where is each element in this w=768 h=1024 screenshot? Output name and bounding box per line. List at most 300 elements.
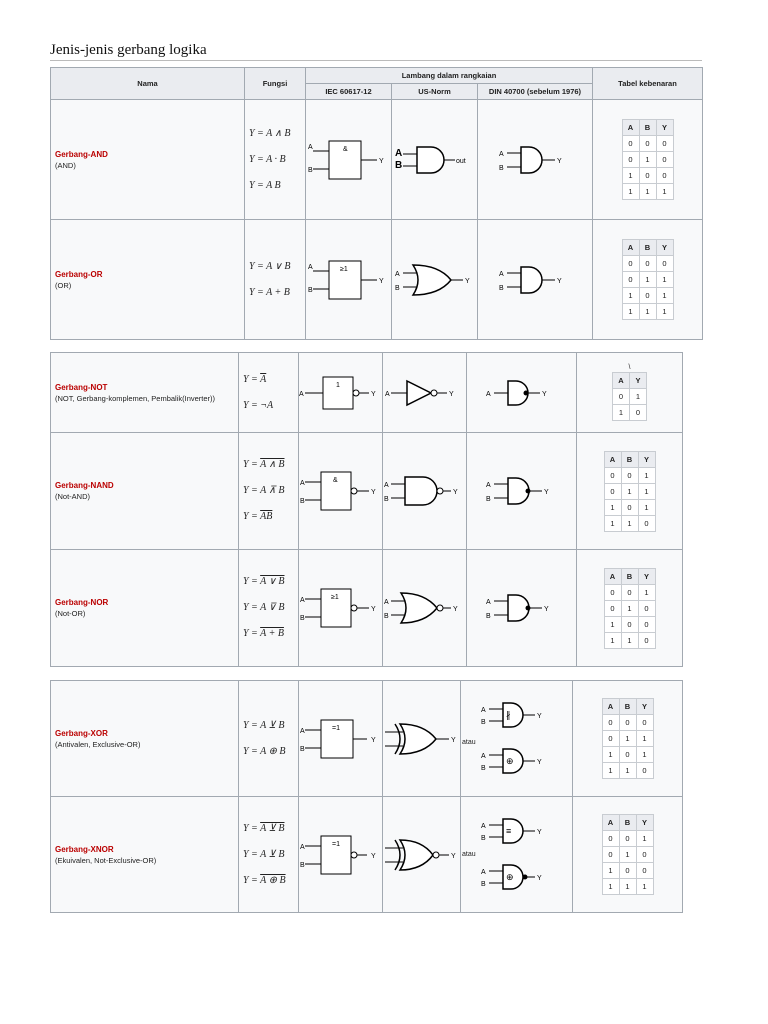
svg-text:A: A	[384, 599, 389, 606]
truth-table-cell	[593, 220, 703, 340]
truth-table-cell-value: 1	[656, 304, 673, 320]
truth-table-header-row	[613, 373, 647, 389]
iec-symbol-cell	[306, 100, 392, 220]
svg-text:Y: Y	[451, 852, 456, 860]
svg-text:Y: Y	[453, 489, 458, 496]
formula: Y = A + B	[249, 286, 290, 298]
not-gate-iec-icon	[299, 373, 383, 413]
truth-table-cell-value: 1	[602, 879, 619, 895]
truth-table-cell-value: 1	[621, 632, 638, 648]
svg-text:Y: Y	[371, 489, 376, 496]
truth-table-header: A	[602, 699, 619, 715]
truth-table-cell-value: 1	[621, 483, 638, 499]
truth-table-cell-value: 0	[636, 847, 653, 863]
svg-text:Y: Y	[557, 277, 562, 285]
formula: Y = ¬A	[243, 399, 274, 411]
gate-alias: (Ekuivalen, Not-Exclusive-OR)	[55, 855, 157, 865]
truth-table-cell-value: 1	[621, 600, 638, 616]
truth-table-cell-value: 1	[656, 184, 673, 200]
truth-table-header-row	[602, 699, 653, 715]
svg-text:Y: Y	[371, 606, 376, 613]
us-symbol-cell	[383, 550, 467, 667]
us-symbol-cell	[383, 353, 467, 433]
svg-text:⊕: ⊕	[505, 755, 514, 766]
gate-formulas	[245, 100, 306, 220]
truth-table-cell-value: 1	[622, 168, 639, 184]
gate-alias: (Antivalen, Exclusive-OR)	[55, 739, 141, 749]
din-symbol-cell	[461, 797, 573, 913]
truth-table-cell-value: 0	[638, 632, 655, 648]
gate-name-cell	[51, 681, 239, 797]
truth-table-header: B	[639, 120, 656, 136]
truth-table-cell-value: 1	[656, 288, 673, 304]
truth-table-cell-value: 0	[639, 256, 656, 272]
truth-table-cell-value: 0	[602, 847, 619, 863]
truth-table-cell-value: 1	[638, 499, 655, 515]
truth-table-row	[602, 747, 653, 763]
truth-table-header: Y	[638, 568, 655, 584]
truth-table-row	[602, 731, 653, 747]
gate-name-cell	[51, 550, 239, 667]
truth-table-cell	[593, 100, 703, 220]
gate-name-cell	[51, 797, 239, 913]
svg-text:Y: Y	[536, 712, 542, 720]
svg-text:&: &	[342, 145, 348, 153]
svg-text:Y: Y	[464, 277, 470, 285]
svg-text:=1: =1	[332, 724, 340, 732]
nor-gate-us-icon	[383, 583, 467, 633]
gate-formulas	[239, 550, 299, 667]
nand-gate-iec-icon	[299, 466, 383, 516]
gate-name[interactable]: Gerbang-XNOR	[55, 844, 114, 854]
svg-text:A: A	[485, 599, 491, 606]
svg-text:B: B	[300, 498, 305, 505]
truth-table-header: B	[639, 240, 656, 256]
truth-table-header: A	[622, 240, 639, 256]
gate-formulas	[239, 353, 299, 433]
truth-table-row	[602, 763, 653, 779]
formula: Y = A ⊕ B	[243, 874, 286, 886]
truth-table-row	[622, 256, 673, 272]
svg-text:A: A	[485, 390, 491, 398]
truth-table-cell-value: 1	[639, 152, 656, 168]
truth-table-header: B	[619, 699, 636, 715]
svg-text:A: A	[300, 480, 305, 487]
truth-table-cell-value: 1	[602, 763, 619, 779]
gate-name[interactable]: Gerbang-NOR	[55, 598, 109, 607]
svg-text:Y: Y	[536, 758, 542, 766]
truth-table-header-row	[602, 815, 653, 831]
truth-table-row	[604, 515, 655, 531]
formula: Y = A · B	[249, 153, 286, 165]
truth-table-cell-value: 1	[622, 184, 639, 200]
truth-table-cell-value: 0	[639, 168, 656, 184]
header-tabel: Tabel kebenaran	[593, 68, 703, 100]
din-symbol-cell	[467, 550, 577, 667]
truth-table-row	[604, 584, 655, 600]
svg-text:B: B	[485, 613, 491, 620]
truth-table	[612, 372, 647, 421]
header-fungsi: Fungsi	[245, 68, 306, 100]
header-din: DIN 40700 (sebelum 1976)	[478, 84, 593, 100]
truth-table-cell-value: 0	[622, 136, 639, 152]
truth-table-row	[604, 616, 655, 632]
truth-table-cell-value: 1	[638, 467, 655, 483]
svg-text:B: B	[480, 718, 486, 726]
svg-text:A: A	[394, 147, 402, 159]
truth-table-cell-value: 0	[638, 600, 655, 616]
truth-table-cell-value: 1	[622, 288, 639, 304]
din-symbol-cell	[478, 100, 593, 220]
truth-table	[622, 119, 674, 200]
gate-row-nand	[51, 433, 683, 550]
truth-table-cell	[573, 681, 683, 797]
gate-name-cell	[51, 220, 245, 340]
svg-text:∦: ∦	[505, 709, 510, 720]
svg-text:A: A	[307, 263, 313, 271]
svg-text:≥1: ≥1	[339, 265, 348, 273]
xor-gate-us-icon	[383, 714, 461, 764]
not-gate-din-icon	[480, 373, 564, 413]
svg-text:B: B	[307, 166, 313, 174]
truth-table-cell-value: 1	[619, 731, 636, 747]
truth-table-cell	[573, 797, 683, 913]
truth-table-cell-value: 1	[604, 616, 621, 632]
truth-table-cell-value: 0	[621, 616, 638, 632]
gate-name-cell	[51, 100, 245, 220]
svg-text:B: B	[300, 861, 305, 869]
svg-text:&: &	[333, 477, 338, 484]
formula: Y = A ⊻ B	[243, 719, 285, 731]
gate-name[interactable]: Gerbang-XOR	[55, 728, 108, 738]
formula: Y = A ∧ B	[249, 127, 291, 139]
truth-table-cell-value: 1	[636, 831, 653, 847]
svg-text:Y: Y	[371, 852, 376, 860]
formula: Y = A ⊽ B	[243, 602, 285, 613]
truth-table-cell-value: 0	[621, 499, 638, 515]
formula: Y = A ⊕ B	[243, 745, 286, 757]
formula: Y = A ∧ B	[243, 459, 285, 470]
gate-name[interactable]: Gerbang-NOT	[55, 382, 108, 392]
formula: Y = A ⊻ B	[243, 848, 285, 860]
svg-text:A: A	[480, 752, 486, 760]
gate-row-xnor	[51, 797, 683, 913]
truth-table-cell-value: 1	[638, 483, 655, 499]
gate-alias: (Not-OR)	[55, 609, 86, 618]
svg-text:A: A	[394, 270, 400, 278]
svg-text:B: B	[480, 834, 486, 842]
svg-text:B: B	[307, 286, 313, 294]
truth-table-row	[622, 168, 673, 184]
din-symbol-cell	[461, 681, 573, 797]
xor-gate-din-icon	[475, 691, 559, 787]
truth-table-header: Y	[656, 120, 673, 136]
din-symbol-cell	[478, 220, 593, 340]
svg-text:Y: Y	[451, 736, 456, 744]
svg-text:A: A	[384, 482, 389, 489]
gate-formulas	[239, 681, 299, 797]
formula: $Y = \overline{AB}$	[243, 511, 273, 522]
truth-table-cell-value: 0	[622, 256, 639, 272]
iec-symbol-cell	[299, 433, 383, 550]
svg-text:B: B	[394, 284, 400, 292]
truth-table-cell-value: 0	[621, 584, 638, 600]
truth-table-cell-value: 0	[602, 731, 619, 747]
truth-table-cell-value: 0	[619, 715, 636, 731]
gate-formulas	[239, 433, 299, 550]
or-gate-din-icon	[493, 255, 577, 305]
truth-table-cell-value: 0	[622, 272, 639, 288]
table-mark: \	[628, 364, 631, 371]
gate-formulas	[239, 797, 299, 913]
truth-table-header: B	[619, 815, 636, 831]
svg-text:A: A	[485, 482, 491, 489]
and-gate-din-icon	[493, 135, 577, 185]
truth-table-cell-value: 0	[636, 763, 653, 779]
svg-text:B: B	[300, 745, 305, 753]
truth-table-cell-value: 0	[656, 152, 673, 168]
truth-table	[604, 451, 656, 532]
formula: Y = A ∨ B	[249, 260, 291, 272]
gates-table-2	[50, 352, 683, 667]
truth-table-cell-value: 0	[619, 863, 636, 879]
truth-table-cell	[577, 433, 683, 550]
truth-table-cell-value: 1	[619, 879, 636, 895]
truth-table-cell-value: 1	[639, 272, 656, 288]
truth-table-cell-value: 0	[656, 136, 673, 152]
svg-text:B: B	[394, 159, 402, 171]
svg-text:A: A	[480, 868, 486, 876]
truth-table-cell-value: 1	[636, 879, 653, 895]
svg-text:B: B	[485, 496, 491, 503]
truth-table-cell	[577, 353, 683, 433]
gate-alias: (NOT, Gerbang-komplemen, Pembalik(Inverter))	[55, 393, 216, 403]
or-gate-us-icon	[393, 255, 477, 305]
or-gate-iec-icon	[307, 255, 391, 305]
truth-table-cell-value: 1	[656, 272, 673, 288]
truth-table-row	[604, 499, 655, 515]
svg-text:Y: Y	[378, 277, 384, 285]
header-us: US-Norm	[392, 84, 478, 100]
gate-alias: (Not-AND)	[55, 492, 90, 501]
truth-table-row	[622, 272, 673, 288]
truth-table-row	[613, 405, 647, 421]
truth-table-row	[622, 288, 673, 304]
not-gate-us-icon	[383, 373, 467, 413]
atau-label: atau	[462, 851, 476, 858]
truth-table-row	[604, 600, 655, 616]
truth-table-header: A	[604, 568, 621, 584]
gate-name[interactable]: Gerbang-AND	[55, 149, 108, 159]
svg-text:Y: Y	[536, 874, 542, 882]
svg-text:B: B	[499, 164, 504, 172]
svg-text:Y: Y	[449, 390, 454, 398]
nor-gate-iec-icon	[299, 583, 383, 633]
svg-text:Y: Y	[371, 390, 376, 398]
gate-row-nor	[51, 550, 683, 667]
truth-table-cell-value: 0	[619, 831, 636, 847]
formula: Y = A + B	[243, 628, 284, 639]
truth-table-cell-value: 1	[619, 763, 636, 779]
truth-table-header: A	[613, 373, 630, 389]
nand-gate-din-icon	[480, 466, 564, 516]
truth-table-cell-value: 1	[639, 184, 656, 200]
truth-table-row	[613, 389, 647, 405]
iec-symbol-cell	[299, 797, 383, 913]
truth-table	[622, 239, 674, 320]
truth-table-row	[622, 152, 673, 168]
gate-formulas	[245, 220, 306, 340]
svg-text:A: A	[385, 390, 390, 398]
iec-symbol-cell	[299, 681, 383, 797]
nand-gate-us-icon	[383, 466, 467, 516]
truth-table-cell-value: 1	[602, 747, 619, 763]
svg-text:Y: Y	[453, 606, 458, 613]
truth-table	[602, 698, 654, 779]
truth-table-header: Y	[638, 451, 655, 467]
truth-table-header: Y	[630, 373, 647, 389]
truth-table-cell-value: 0	[638, 515, 655, 531]
truth-table-row	[622, 136, 673, 152]
svg-text:A: A	[480, 822, 486, 830]
gates-table-1	[50, 67, 703, 340]
svg-text:B: B	[384, 613, 389, 620]
truth-table-row	[604, 632, 655, 648]
formula: Y = A ⊻ B	[243, 822, 285, 834]
truth-table-row	[602, 847, 653, 863]
truth-table-cell-value: 1	[636, 731, 653, 747]
truth-table-cell-value: 0	[602, 831, 619, 847]
gate-name-cell	[51, 433, 239, 550]
truth-table-cell-value: 0	[656, 168, 673, 184]
truth-table-row	[602, 715, 653, 731]
truth-table-cell-value: 0	[622, 152, 639, 168]
svg-text:Y: Y	[371, 736, 376, 744]
truth-table-cell-value: 1	[604, 499, 621, 515]
title-divider	[50, 60, 702, 61]
svg-text:out: out	[455, 157, 466, 165]
truth-table-cell-value: 0	[619, 747, 636, 763]
truth-table-header-row	[622, 240, 673, 256]
truth-table-cell-value: 0	[602, 715, 619, 731]
header-lambang: Lambang dalam rangkaian	[306, 68, 593, 84]
truth-table-cell-value: 1	[604, 632, 621, 648]
truth-table-cell-value: 1	[613, 405, 630, 421]
xor-gate-iec-icon	[299, 714, 383, 764]
din-symbol-cell	[467, 433, 577, 550]
truth-table-cell-value: 0	[639, 288, 656, 304]
header-nama: Nama	[51, 68, 245, 100]
svg-text:A: A	[307, 143, 313, 151]
gate-row-xor	[51, 681, 683, 797]
truth-table-cell	[577, 550, 683, 667]
svg-text:Y: Y	[378, 157, 384, 165]
svg-text:A: A	[480, 706, 486, 714]
truth-table-header: Y	[656, 240, 673, 256]
svg-text:A: A	[300, 597, 305, 604]
gate-row-and	[51, 100, 703, 220]
truth-table-row	[622, 304, 673, 320]
gate-alias: (OR)	[55, 280, 72, 290]
truth-table-cell-value: 0	[630, 405, 647, 421]
truth-table-cell-value: 0	[638, 616, 655, 632]
truth-table-cell-value: 0	[639, 136, 656, 152]
truth-table-row	[604, 467, 655, 483]
formula: Y = A B	[249, 179, 281, 191]
us-symbol-cell	[392, 100, 478, 220]
gate-row-not	[51, 353, 683, 433]
svg-text:=1: =1	[332, 840, 340, 848]
svg-text:A: A	[300, 843, 305, 851]
formula: Y = A ∨ B	[243, 576, 285, 587]
truth-table-cell-value: 1	[638, 584, 655, 600]
nor-gate-din-icon	[480, 583, 564, 633]
svg-text:A: A	[300, 727, 305, 735]
formula: $Y = \overline{A}$	[243, 373, 267, 385]
truth-table-cell-value: 0	[636, 715, 653, 731]
truth-table	[602, 814, 654, 895]
svg-text:A: A	[299, 390, 304, 398]
gate-name-cell	[51, 353, 239, 433]
header-iec: IEC 60617-12	[306, 84, 392, 100]
truth-table-header: B	[621, 451, 638, 467]
us-symbol-cell	[383, 797, 461, 913]
truth-table-cell-value: 1	[622, 304, 639, 320]
truth-table-header: B	[621, 568, 638, 584]
truth-table-cell-value: 0	[604, 584, 621, 600]
svg-text:Y: Y	[543, 489, 549, 496]
svg-text:≡: ≡	[505, 825, 511, 836]
gate-name[interactable]: Gerbang-NAND	[55, 481, 114, 490]
gate-name[interactable]: Gerbang-OR	[55, 269, 103, 279]
truth-table-header: A	[604, 451, 621, 467]
us-symbol-cell	[383, 681, 461, 797]
truth-table-header-row	[604, 451, 655, 467]
svg-text:≥1: ≥1	[331, 594, 339, 601]
truth-table-cell-value: 0	[613, 389, 630, 405]
truth-table-cell-value: 0	[604, 467, 621, 483]
svg-text:Y: Y	[536, 828, 542, 836]
gates-table-3	[50, 680, 683, 913]
iec-symbol-cell	[306, 220, 392, 340]
truth-table-header-row	[622, 120, 673, 136]
svg-text:B: B	[499, 284, 504, 292]
formula: Y = A ⊼ B	[243, 485, 285, 496]
iec-symbol-cell	[299, 550, 383, 667]
truth-table	[604, 568, 656, 649]
truth-table-header-row	[604, 568, 655, 584]
truth-table-cell-value: 1	[604, 515, 621, 531]
truth-table-cell-value: 1	[602, 863, 619, 879]
svg-text:⊕: ⊕	[505, 871, 514, 882]
us-symbol-cell	[392, 220, 478, 340]
svg-text:Y: Y	[543, 606, 549, 613]
truth-table-cell-value: 1	[619, 847, 636, 863]
truth-table-row	[604, 483, 655, 499]
us-symbol-cell	[383, 433, 467, 550]
truth-table-header: A	[602, 815, 619, 831]
truth-table-header: A	[622, 120, 639, 136]
and-gate-us-icon	[393, 135, 477, 185]
svg-text:B: B	[384, 496, 389, 503]
truth-table-cell-value: 1	[630, 389, 647, 405]
iec-symbol-cell	[299, 353, 383, 433]
svg-text:1: 1	[336, 381, 340, 389]
xnor-gate-iec-icon	[299, 830, 383, 880]
svg-text:B: B	[480, 880, 486, 888]
svg-text:Y: Y	[541, 390, 547, 398]
truth-table-header: Y	[636, 699, 653, 715]
